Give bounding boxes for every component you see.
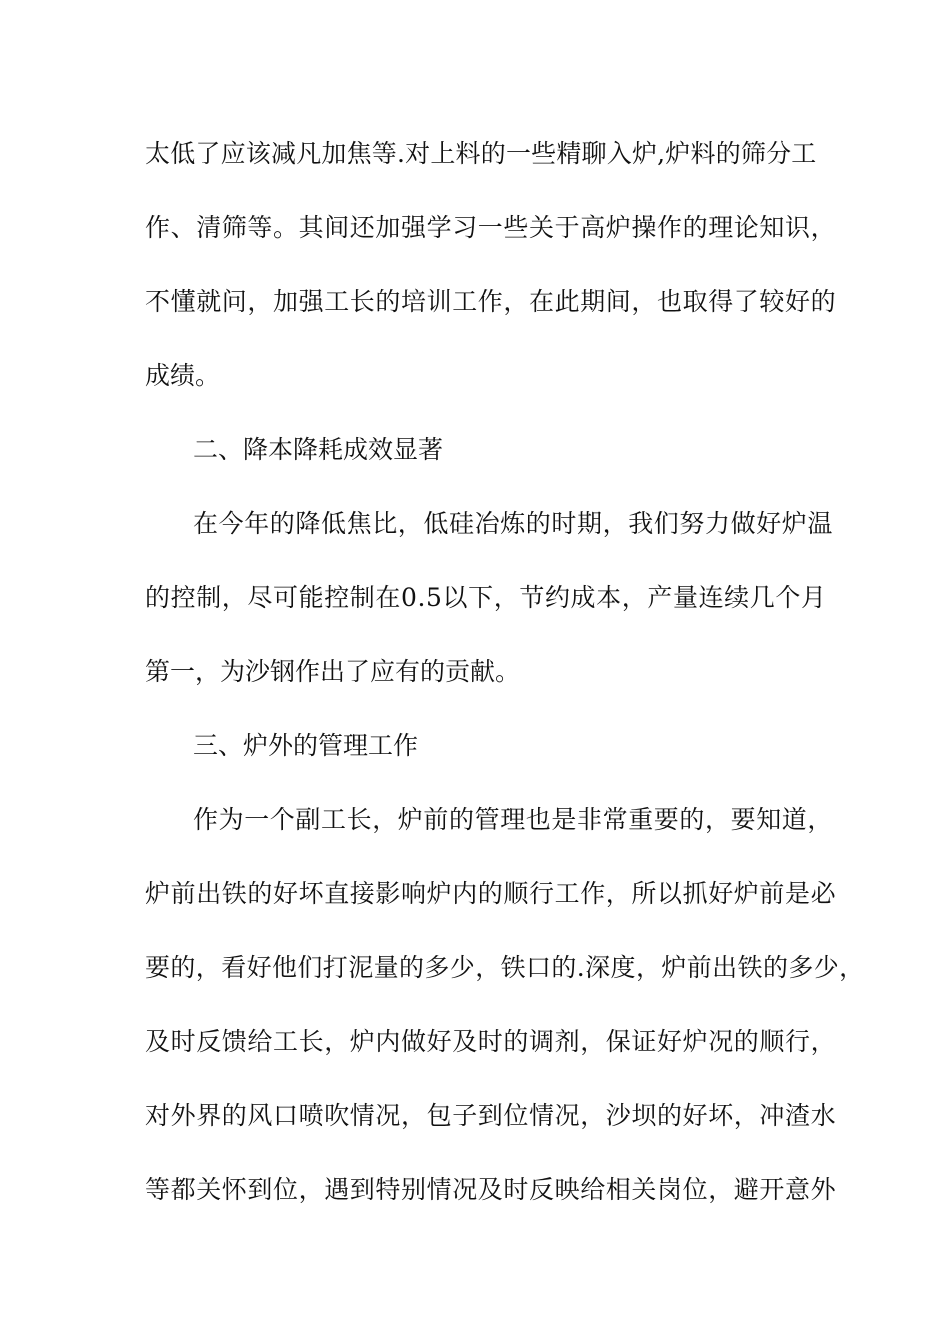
paragraph-line: 在今年的降低焦比，低硅冶炼的时期，我们努力做好炉温 xyxy=(193,509,834,538)
paragraph-line: 作为一个副工长，炉前的管理也是非常重要的，要知道， xyxy=(193,805,834,834)
paragraph-line: 作、清筛等。其间还加强学习一些关于高炉操作的理论知识， xyxy=(145,213,837,242)
section-heading-external-management: 三、炉外的管理工作 xyxy=(193,731,419,760)
paragraph-line: 不懂就问，加强工长的培训工作，在此期间，也取得了较好的 xyxy=(145,287,837,316)
paragraph-line: 的控制，尽可能控制在0.5以下，节约成本，产量连续几个月 xyxy=(145,583,827,612)
section-heading-cost-reduction: 二、降本降耗成效显著 xyxy=(193,435,444,464)
paragraph-line: 成绩。 xyxy=(145,361,221,390)
paragraph-line: 第一，为沙钢作出了应有的贡献。 xyxy=(145,657,521,686)
paragraph-line: 太低了应该减凡加焦等.对上料的一些精聊入炉,炉料的筛分工 xyxy=(145,139,817,168)
paragraph-line: 对外界的风口喷吹情况，包子到位情况，沙坝的好坏，冲渣水 xyxy=(145,1101,837,1130)
paragraph-line: 及时反馈给工长，炉内做好及时的调剂，保证好炉况的顺行， xyxy=(145,1027,837,1056)
paragraph-line: 要的，看好他们打泥量的多少，铁口的.深度，炉前出铁的多少， xyxy=(145,953,865,982)
paragraph-line: 炉前出铁的好坏直接影响炉内的顺行工作，所以抓好炉前是必 xyxy=(145,879,837,908)
paragraph-line: 等都关怀到位，遇到特别情况及时反映给相关岗位，避开意外 xyxy=(145,1175,837,1204)
